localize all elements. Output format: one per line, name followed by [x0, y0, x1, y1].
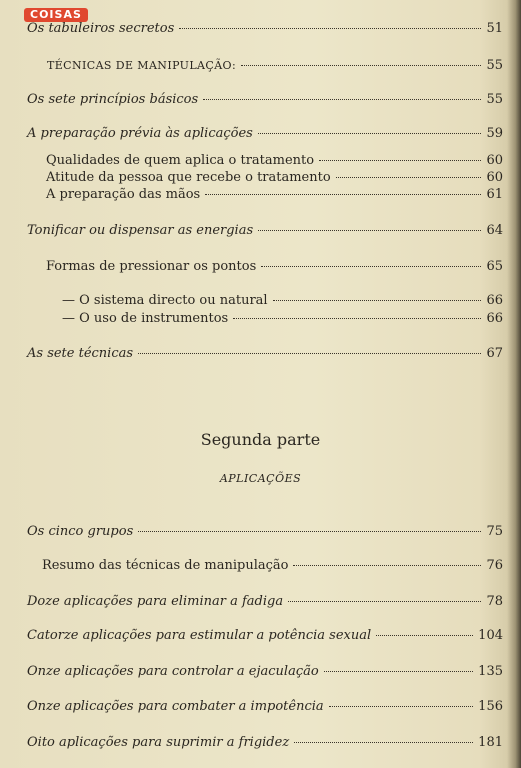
- leader-dots: [258, 133, 482, 134]
- leader-dots: [288, 601, 481, 602]
- toc-entry-page: 61: [486, 187, 503, 202]
- toc-entry-page: 156: [478, 699, 503, 714]
- part-title: Segunda parte: [200, 430, 321, 449]
- toc-entry-title: Os tabuleiros secretos: [27, 21, 175, 36]
- toc-entry-page: 76: [486, 558, 503, 573]
- page-spine-shadow: [507, 0, 521, 768]
- leader-dots: [179, 28, 481, 29]
- toc-entry: [62, 311, 503, 327]
- toc-entry: [27, 594, 503, 610]
- toc-entry-title: As sete técnicas: [27, 346, 134, 361]
- leader-dots: [294, 742, 473, 743]
- toc-entry-title: Os cinco grupos: [27, 524, 134, 539]
- leader-dots: [205, 194, 481, 195]
- toc-entry-page: 78: [486, 594, 503, 609]
- toc-entry: [27, 664, 503, 680]
- leader-dots: [273, 300, 482, 301]
- toc-entry: [42, 558, 503, 574]
- toc-entry-title: A preparação das mãos: [46, 187, 201, 202]
- toc-entry-page: 65: [486, 259, 503, 274]
- toc-entry-page: 51: [486, 21, 503, 36]
- toc-entry: [27, 699, 503, 715]
- toc-entry-title: Doze aplicações para eliminar a fadiga: [27, 594, 284, 609]
- toc-entry-page: 104: [478, 628, 503, 643]
- toc-entry: [27, 92, 503, 108]
- leader-dots: [241, 65, 481, 66]
- part-subtitle: APLICAÇÕES: [219, 472, 302, 485]
- toc-entry-title: Onze aplicações para combater a impotência: [27, 699, 324, 714]
- toc-entry-title: Tonificar ou dispensar as energias: [27, 223, 254, 238]
- toc-entry: [27, 628, 503, 644]
- leader-dots: [329, 706, 474, 707]
- leader-dots: [324, 671, 473, 672]
- toc-entry: [46, 259, 503, 275]
- toc-entry-page: 64: [486, 223, 503, 238]
- toc-entry-title: TÉCNICAS DE MANIPULAÇÃO:: [47, 59, 237, 72]
- toc-entry-title: Atitude da pessoa que recebe o tratamento: [46, 170, 331, 185]
- toc-entry-title: Catorze aplicações para estimular a potência sexual: [27, 628, 372, 643]
- toc-entry: [27, 21, 503, 37]
- watermark-badge: COISAS: [24, 8, 88, 22]
- toc-entry-page: 60: [486, 153, 503, 168]
- toc-entry-title: — O uso de instrumentos: [62, 311, 229, 326]
- leader-dots: [258, 230, 481, 231]
- toc-entry: [62, 293, 503, 309]
- toc-entry-title: Resumo das técnicas de manipulação: [42, 558, 289, 573]
- toc-entry-page: 75: [486, 524, 503, 539]
- toc-entry-title: Oito aplicações para suprimir a frigidez: [27, 735, 290, 750]
- toc-entry-page: 66: [486, 311, 503, 326]
- toc-entry: [27, 735, 503, 751]
- toc-entry-title: Os sete princípios básicos: [27, 92, 199, 107]
- toc-entry-title: Formas de pressionar os pontos: [46, 259, 257, 274]
- leader-dots: [376, 635, 473, 636]
- leader-dots: [336, 177, 482, 178]
- toc-entry: [27, 223, 503, 239]
- toc-entry-page: 181: [478, 735, 503, 750]
- toc-entry: [46, 187, 503, 203]
- toc-entry: [27, 524, 503, 540]
- leader-dots: [203, 99, 481, 100]
- toc-entry: [46, 153, 503, 169]
- toc-entry-title: Onze aplicações para controlar a ejaculação: [27, 664, 319, 679]
- leader-dots: [138, 531, 481, 532]
- leader-dots: [233, 318, 481, 319]
- leader-dots: [138, 353, 481, 354]
- toc-entry-page: 66: [486, 293, 503, 308]
- toc-entry-page: 55: [486, 92, 503, 107]
- toc-entry-title: Qualidades de quem aplica o tratamento: [46, 153, 315, 168]
- toc-entry-page: 59: [486, 126, 503, 141]
- leader-dots: [293, 565, 481, 566]
- toc-entry: [46, 170, 503, 186]
- toc-entry-title: A preparação prévia às aplicações: [27, 126, 253, 141]
- toc-entry: [27, 126, 503, 142]
- toc-entry-page: 60: [486, 170, 503, 185]
- toc-entry-title: — O sistema directo ou natural: [62, 293, 268, 308]
- toc-entry-page: 55: [486, 58, 503, 73]
- leader-dots: [261, 266, 481, 267]
- toc-entry-page: 67: [486, 346, 503, 361]
- toc-entry: [47, 58, 503, 74]
- toc-entry: [27, 346, 503, 362]
- leader-dots: [319, 160, 481, 161]
- toc-entry-page: 135: [478, 664, 503, 679]
